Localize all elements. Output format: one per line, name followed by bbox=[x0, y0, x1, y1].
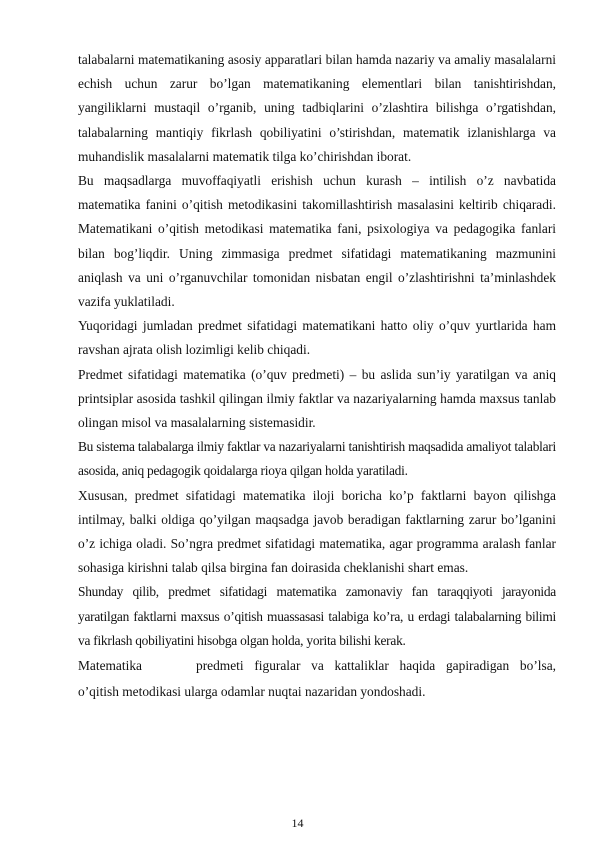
paragraph-goals: talabalarni matematikaning asosiy apparatlari bilan hamda nazariy va amaliy masalalarni echish uchun zarur bo’lgan matematikaning elementlari bilan tanishtirishdan, yangiliklarni mustaqil o’rganib, uning tadbiqlarini o’zlashtira bilishga o’rgatishdan, talabalarning mantiqiy fikrlash qobiliyatini o’stirishdan, matematik izlanishlarga va muhandislik masalalarni matematik tilga ko’chirishdan iborat. bbox=[78, 52, 556, 164]
paragraph-system: Bu sistema talabalarga ilmiy faktlar va nazariyalarni tanishtirish maqsadida amaliyot talablari asosida, aniq pedagogik qoidalarga rioya qilgan holda yaratiladi. bbox=[78, 439, 556, 479]
final-lead-word: Matematika bbox=[78, 658, 142, 674]
paragraph-conclusion: Shunday qilib, predmet sifatidagi matematika zamonaviy fan taraqqiyoti jarayonida yaratilgan faktlarni maxsus o’qitish muassasasi talabiga ko’ra, u erdagi talabalarning bilimi va fikrlash qobiliyatini hisobga olgan holda, yorita bilishi kerak. bbox=[78, 584, 556, 648]
paragraph-higher-education: Yuqoridagi jumladan predmet sifatidagi matematikani hatto oliy o’quv yurtlarida ham ravshan ajrata olish lozimligi kelib chiqadi. bbox=[78, 318, 556, 358]
paragraph-specifics: Xususan, predmet sifatidagi matematika iloji boricha ko’p faktlarni bayon qilishga intilmay, balki oldiga qo’yilgan maqsadga javob beradigan faktlarning zarur bo’lganini o’z ichiga oladi. So’ngra predmet sifatidagi matematika, agar programma aralash fanlar sohasiga kirishni talab qilsa birgina fan doirasida cheklanishi shart emas. bbox=[78, 487, 556, 576]
final-line-1-rest: predmeti figuralar va kattaliklar haqida gapiradigan bo’lsa, bbox=[196, 658, 556, 674]
document-body bbox=[78, 48, 556, 705]
final-line-2: o’qitish metodikasi ularga odamlar nuqtai nazaridan yondoshadi. bbox=[78, 684, 426, 700]
paragraph-methodology: Bu maqsadlarga muvoffaqiyatli erishish uchun kurash – intilish o’z navbatida matematika fanini o’qitish metodikasini takomillashtirish masalasini keltirib chiqaradi. Matematikani o’qitish metodikasi matematika fani, psixologiya va pedagogika fanlari bilan bog’liqdir. Uning zimmasiga predmet sifatidagi matematikaning mazmunini aniqlash va uni o’rganuvchilar tomonidan nisbatan engil o’zlashtirishni ta’minlashdek vazifa yuklatiladi. bbox=[78, 173, 556, 310]
paragraph-final bbox=[78, 653, 556, 705]
final-line-1 bbox=[78, 653, 556, 679]
page-number: 14 bbox=[291, 816, 304, 830]
paragraph-subject-definition: Predmet sifatidagi matematika (o’quv predmeti) – bu aslida sun’iy yaratilgan va aniq printsiplar asosida tashkil qilingan ilmiy faktlar va nazariyalarning hamda maxsus tanlab olingan misol va masalalarning sistemasidir. bbox=[78, 366, 556, 431]
